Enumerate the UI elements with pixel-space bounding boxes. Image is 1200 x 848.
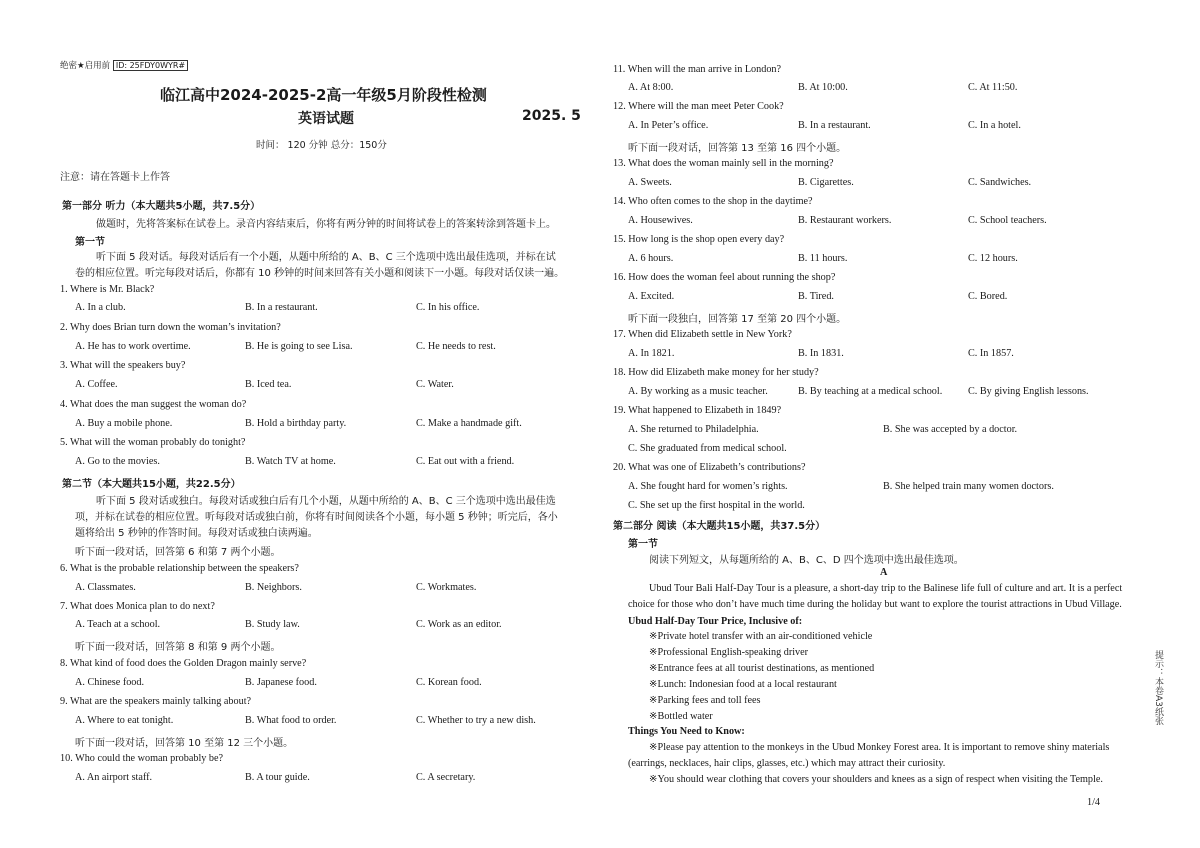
secret-label: 绝密★启用前 [60,61,111,71]
price-item: ※Parking fees and toll fees [649,695,761,706]
q13-option-a[interactable]: A. Sweets. [628,177,672,188]
q6-option-b[interactable]: B. Neighbors. [245,582,302,593]
q10-option-c[interactable]: C. A secretary. [416,772,476,783]
q4-option-b[interactable]: B. Hold a birthday party. [245,418,347,429]
q3-option-c[interactable]: C. Water. [416,379,454,390]
q7-option-a[interactable]: A. Teach at a school. [75,619,161,630]
price-item: ※Entrance fees at all tourist destinations, as mentioned [649,663,875,674]
q9-option-c[interactable]: C. Whether to try a new dish. [416,715,536,726]
q8-option-a[interactable]: A. Chinese food. [75,677,145,688]
part2-section1-title: 第一节 [628,539,658,550]
question-14: 14. Who often comes to the shop in the daytime? [613,196,813,207]
q7-option-b[interactable]: B. Study law. [245,619,300,630]
part2-section1-intro: 阅读下列短文，从每题所给的 A、B、C、D 四个选项中选出最佳选项。 [649,555,964,566]
q1-option-c[interactable]: C. In his office. [416,302,480,313]
section1-intro-line1: 听下面 5 段对话。每段对话后有一个小题，从题中所给的 A、B、C 三个选项中选出最佳选项，并标在试 [96,252,556,263]
directions-10-12: 听下面一段对话，回答第 10 至第 12 三个小题。 [75,738,294,749]
question-1: 1. Where is Mr. Black? [60,284,155,295]
q3-option-b[interactable]: B. Iced tea. [245,379,292,390]
price-item: ※Lunch: Indonesian food at a local restaurant [649,679,837,690]
q9-option-b[interactable]: B. What food to order. [245,715,337,726]
time-info: 时间： 120 分钟 总分：150分 [256,140,387,151]
q12-option-b[interactable]: B. In a restaurant. [798,120,871,131]
question-19: 19. What happened to Elizabeth in 1849? [613,405,782,416]
section1-intro-line2: 卷的相应位置。听完每段对话后，你都有 10 秒钟的时间来回答有关小题和阅读下一小题。每段对话仅读一遍。 [75,268,565,279]
q4-option-a[interactable]: A. Buy a mobile phone. [75,418,173,429]
question-7: 7. What does Monica plan to do next? [60,601,215,612]
q6-option-c[interactable]: C. Workmates. [416,582,477,593]
q7-option-c[interactable]: C. Work as an editor. [416,619,502,630]
q15-option-c[interactable]: C. 12 hours. [968,253,1018,264]
question-15: 15. How long is the shop open every day? [613,234,785,245]
q16-option-a[interactable]: A. Excited. [628,291,675,302]
q12-option-a[interactable]: A. In Peter’s office. [628,120,709,131]
exam-subject: 英语试题 [298,111,354,127]
q19-option-c[interactable]: C. She graduated from medical school. [628,443,787,454]
directions-8-9: 听下面一段对话，回答第 8 和第 9 两个小题。 [75,642,281,653]
paper-size-note: 提示：本卷A3纸张 [1153,650,1163,725]
part1-intro: 做题时，先将答案标在试卷上。录音内容结束后，你将有两分钟的时间将试卷上的答案转涂到答题卡上。 [96,219,556,230]
exam-date: 2025. 5 [522,108,581,124]
q4-option-c[interactable]: C. Make a handmade gift. [416,418,522,429]
question-2: 2. Why does Brian turn down the woman’s invitation? [60,322,281,333]
q2-option-c[interactable]: C. He needs to rest. [416,341,496,352]
q16-option-b[interactable]: B. Tired. [798,291,834,302]
q1-option-a[interactable]: A. In a club. [75,302,126,313]
q18-option-c[interactable]: C. By giving English lessons. [968,386,1089,397]
question-9: 9. What are the speakers mainly talking about? [60,696,252,707]
q20-option-c[interactable]: C. She set up the first hospital in the world. [628,500,805,511]
q13-option-b[interactable]: B. Cigarettes. [798,177,854,188]
q8-option-c[interactable]: C. Korean food. [416,677,482,688]
q9-option-a[interactable]: A. Where to eat tonight. [75,715,174,726]
question-10: 10. Who could the woman probably be? [60,753,224,764]
q17-option-a[interactable]: A. In 1821. [628,348,675,359]
passage-para1-line1: Ubud Tour Bali Half-Day Tour is a pleasure, a short-day trip to the Balinese life full of culture and art. It is a perfect [649,583,1123,594]
price-item: ※Bottled water [649,711,713,722]
question-18: 18. How did Elizabeth make money for her study? [613,367,819,378]
q5-option-c[interactable]: C. Eat out with a friend. [416,456,515,467]
price-item: ※Professional English-speaking driver [649,647,809,658]
q19-option-b[interactable]: B. She was accepted by a doctor. [883,424,1018,435]
section2-intro-line1: 听下面 5 段对话或独白。每段对话或独白后有几个小题，从题中所给的 A、B、C 三个选项中选出最佳选 [96,496,556,507]
q14-option-a[interactable]: A. Housewives. [628,215,693,226]
question-5: 5. What will the woman probably do tonight? [60,437,246,448]
directions-17-20: 听下面一段独白，回答第 17 至第 20 四个小题。 [628,314,847,325]
q20-option-a[interactable]: A. She fought hard for women’s rights. [628,481,788,492]
price-item: ※Private hotel transfer with an air-conditioned vehicle [649,631,873,642]
header-secret-line [60,59,188,71]
question-3: 3. What will the speakers buy? [60,360,186,371]
q17-option-b[interactable]: B. In 1831. [798,348,844,359]
question-6: 6. What is the probable relationship between the speakers? [60,563,299,574]
q18-option-a[interactable]: A. By working as a music teacher. [628,386,768,397]
know-heading: Things You Need to Know: [628,726,745,737]
passage-label: A [880,567,888,578]
q10-option-a[interactable]: A. An airport staff. [75,772,153,783]
directions-6-7: 听下面一段对话，回答第 6 和第 7 两个小题。 [75,547,281,558]
directions-13-16: 听下面一段对话，回答第 13 至第 16 四个小题。 [628,143,847,154]
q19-option-a[interactable]: A. She returned to Philadelphia. [628,424,759,435]
q8-option-b[interactable]: B. Japanese food. [245,677,317,688]
question-11: 11. When will the man arrive in London? [613,64,782,75]
price-heading: Ubud Half-Day Tour Price, Inclusive of: [628,616,803,627]
q16-option-c[interactable]: C. Bored. [968,291,1008,302]
q1-option-b[interactable]: B. In a restaurant. [245,302,318,313]
part1-title: 第一部分 听力（本大题共5小题，共7.5分） [62,201,261,212]
answer-notice: 注意：请在答题卡上作答 [60,172,170,183]
q18-option-b[interactable]: B. By teaching at a medical school. [798,386,943,397]
section1-title: 第一节 [75,237,105,248]
q12-option-c[interactable]: C. In a hotel. [968,120,1021,131]
section2-title: 第二节（本大题共15小题，共22.5分） [62,479,241,490]
know-item-1-line1: ※Please pay attention to the monkeys in the Ubud Monkey Forest area. It is important to remove shiny materials [649,742,1110,753]
q13-option-c[interactable]: C. Sandwiches. [968,177,1032,188]
section2-intro-line3: 题将给出 5 秒钟的作答时间。每段对话或独白读两遍。 [75,528,318,539]
q20-option-b[interactable]: B. She helped train many women doctors. [883,481,1054,492]
q11-option-b[interactable]: B. At 10:00. [798,82,848,93]
q5-option-b[interactable]: B. Watch TV at home. [245,456,336,467]
question-17: 17. When did Elizabeth settle in New York? [613,329,792,340]
q6-option-a[interactable]: A. Classmates. [75,582,136,593]
q2-option-b[interactable]: B. He is going to see Lisa. [245,341,353,352]
question-4: 4. What does the man suggest the woman do? [60,399,247,410]
exam-title: 临江高中2024-2025-2高一年级5月阶段性检测 [160,86,487,104]
passage-para1-line2: choice for those who don’t have much time during the holiday but want to explore the tourist attractions in Ubud Village. [628,599,1122,610]
q14-option-b[interactable]: B. Restaurant workers. [798,215,892,226]
q3-option-a[interactable]: A. Coffee. [75,379,118,390]
question-8: 8. What kind of food does the Golden Dragon mainly serve? [60,658,307,669]
question-20: 20. What was one of Elizabeth’s contributions? [613,462,806,473]
part2-title: 第二部分 阅读（本大题共15小题，共37.5分） [613,521,826,532]
q2-option-a[interactable]: A. He has to work overtime. [75,341,191,352]
know-item-1-line2: (earrings, necklaces, hair clips, glasses, etc.) which may attract their curiosity. [628,758,946,769]
q15-option-b[interactable]: B. 11 hours. [798,253,848,264]
question-12: 12. Where will the man meet Peter Cook? [613,101,784,112]
question-13: 13. What does the woman mainly sell in the morning? [613,158,834,169]
q5-option-a[interactable]: A. Go to the movies. [75,456,160,467]
exam-id: ID: 25FDY0WYR# [113,60,188,71]
q11-option-c[interactable]: C. At 11:50. [968,82,1018,93]
q17-option-c[interactable]: C. In 1857. [968,348,1014,359]
question-16: 16. How does the woman feel about running the shop? [613,272,836,283]
know-item-2: ※You should wear clothing that covers your shoulders and knees as a sign of respect when visiting the Temple. [649,774,1103,785]
q10-option-b[interactable]: B. A tour guide. [245,772,310,783]
q14-option-c[interactable]: C. School teachers. [968,215,1047,226]
q15-option-a[interactable]: A. 6 hours. [628,253,674,264]
q11-option-a[interactable]: A. At 8:00. [628,82,674,93]
section2-intro-line2: 项，并标在试卷的相应位置。听每段对话或独白前，你将有时间阅读各个小题，每小题 5 秒钟；听完后，各小 [75,512,558,523]
page-number: 1/4 [1087,797,1101,808]
